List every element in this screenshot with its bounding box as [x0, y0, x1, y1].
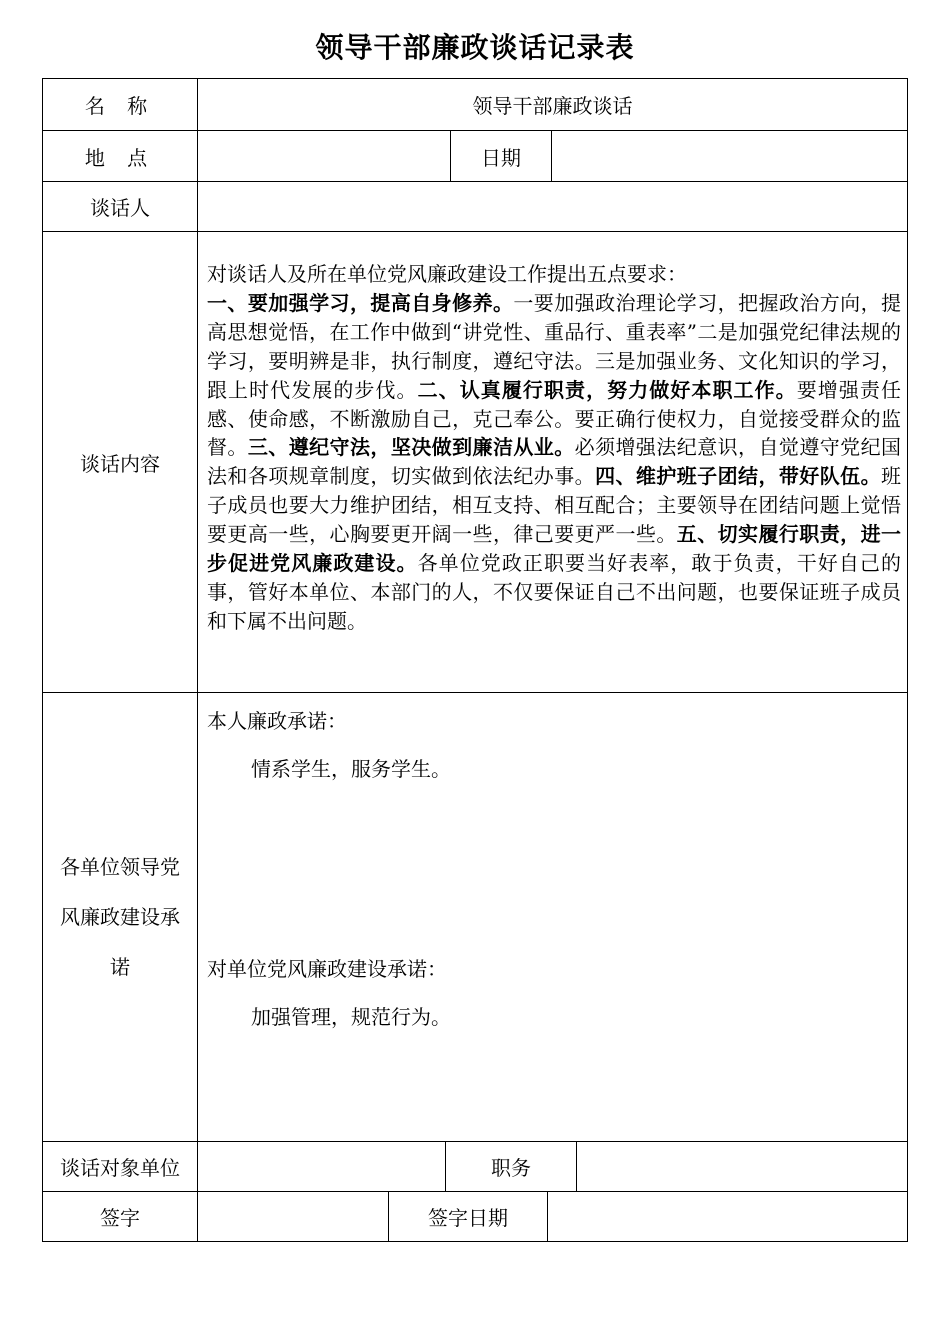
point-1-text: 一要加强政治理论学习，把握政治方向，提高思想觉悟，在工作中做到“讲党性、重品行、重表率”二是加强党纪律法规的学习，要明辨是非，执行制度，遵纪守法。三是加强业务、文化知识的学习，跟上时代发展的步伐。 [207, 290, 902, 402]
commitment-label-line-3: 诺 [110, 955, 130, 979]
point-4-text: 班子成员也要大力维护团结，相互支持、相互配合；主要领导在团结问题上觉悟要更高一些，心胸要更开阔一些，律己要更严一些。 [207, 464, 902, 547]
date-value[interactable] [551, 131, 907, 181]
commitment-label-line-1: 各单位领导党 [60, 855, 180, 879]
point-1-heading: 一、要加强学习，提高自身修养。 [207, 290, 514, 315]
sign-date-label: 签字日期 [388, 1192, 547, 1241]
row-name [43, 79, 907, 131]
sign-date-value[interactable] [547, 1192, 907, 1241]
personal-commitment-text[interactable]: 情系学生，服务学生。 [251, 757, 451, 781]
row-commitment [43, 693, 907, 1142]
content-text [207, 260, 901, 636]
row-sign [43, 1192, 907, 1241]
row-speaker [43, 182, 907, 232]
content-intro: 对谈话人及所在单位党风廉政建设工作提出五点要求： [207, 262, 687, 286]
place-label: 地 点 [84, 145, 156, 170]
unit-value[interactable] [197, 1142, 445, 1191]
speaker-value[interactable] [197, 182, 907, 231]
sign-label: 签字 [100, 1206, 140, 1230]
commitment-label [43, 693, 197, 1141]
point-4-heading: 四、维护班子团结，带好队伍。 [595, 464, 882, 489]
point-5-heading: 五、切实履行职责，进一步促进党风廉政建设。 [207, 522, 902, 576]
speaker-label: 谈话人 [90, 196, 150, 220]
point-2-text: 要增强责任感、使命感，不断激励自己，克己奉公。要正确行使权力，自觉接受群众的监督。 [207, 377, 901, 460]
sign-value[interactable] [197, 1192, 388, 1241]
point-3-text: 必须增强法纪意识，自觉遵守党纪国法和各项规章制度，切实做到依法纪办事。 [207, 435, 902, 489]
place-value[interactable] [197, 131, 450, 181]
row-unit-position [43, 1142, 907, 1192]
commitment-label-line-2: 风廉政建设承 [60, 905, 180, 929]
point-3-heading: 三、遵纪守法，坚决做到廉洁从业。 [247, 435, 575, 460]
point-5-text: 各单位党政正职要当好表率，敢于负责，干好自己的事，管好本单位、本部门的人，不仅要保证自己不出问题，也要保证班子成员和下属不出问题。 [207, 551, 901, 633]
name-label: 名 称 [84, 94, 156, 118]
page-title: 领导干部廉政谈话记录表 [315, 31, 635, 64]
name-value[interactable]: 领导干部廉政谈话 [197, 79, 907, 130]
record-table [42, 78, 908, 1242]
unit-commitment-text[interactable]: 加强管理，规范行为。 [251, 1005, 451, 1029]
content-body [207, 289, 901, 636]
position-value[interactable] [576, 1142, 907, 1191]
content-label: 谈话内容 [80, 451, 160, 476]
unit-commitment-label: 对单位党风廉政建设承诺： [207, 957, 447, 981]
unit-label: 谈话对象单位 [60, 1156, 180, 1180]
date-label: 日期 [450, 131, 551, 181]
row-content [43, 232, 907, 693]
point-2-heading: 二、认真履行职责，努力做好本职工作。 [417, 377, 797, 402]
personal-commitment-label: 本人廉政承诺： [207, 709, 347, 733]
row-place-date [43, 131, 907, 182]
position-label: 职务 [445, 1142, 576, 1191]
